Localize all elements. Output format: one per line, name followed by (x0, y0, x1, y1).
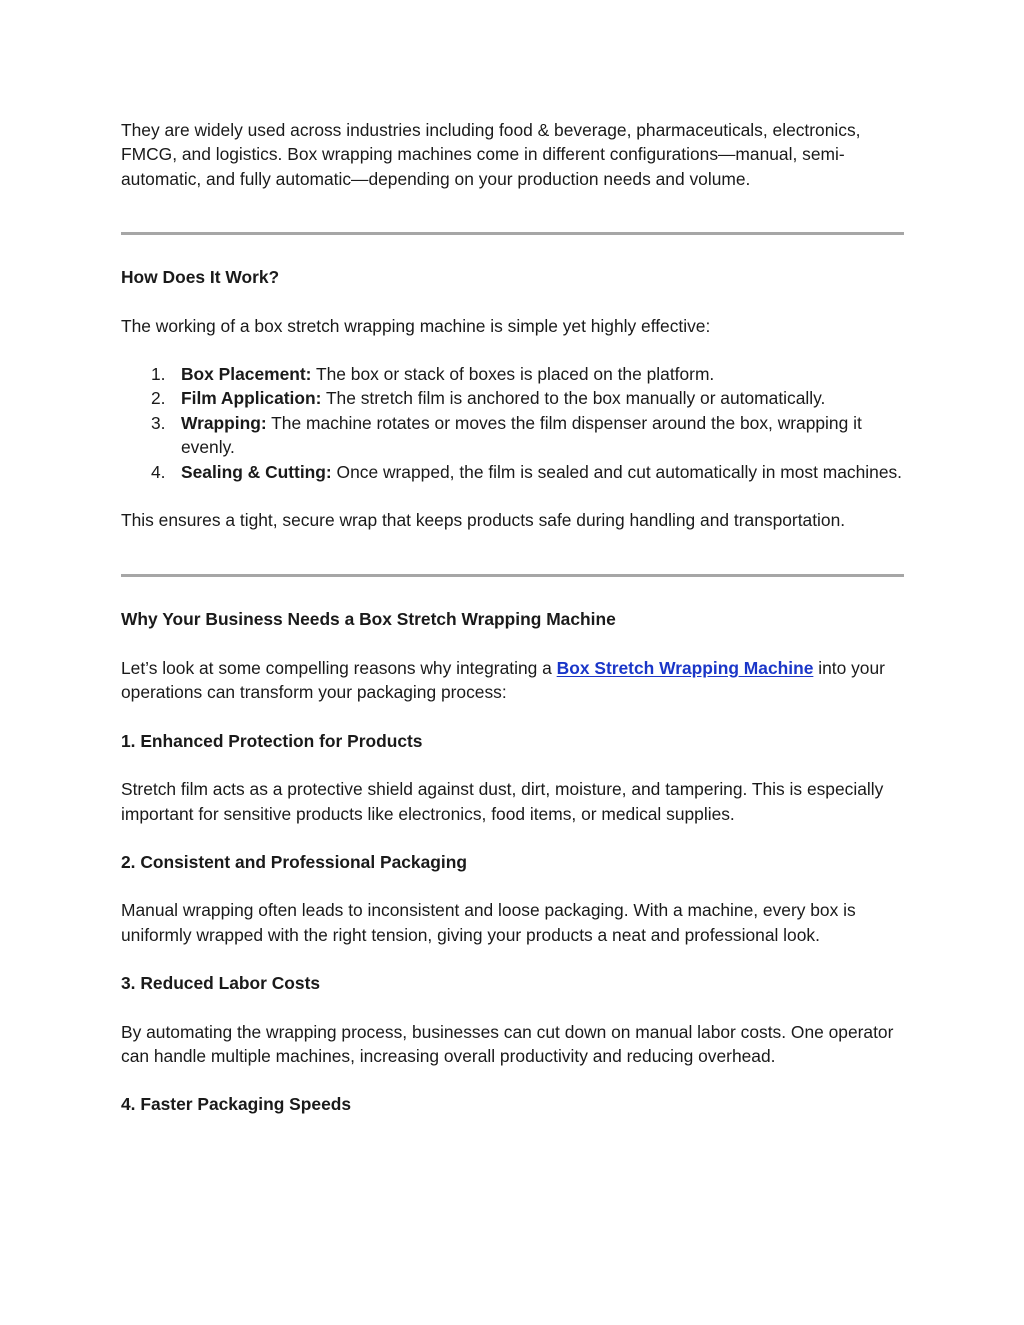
step-text: The stretch film is anchored to the box manually or automatically. (321, 388, 826, 409)
steps-list (121, 362, 904, 484)
reason-heading: 2. Consistent and Professional Packaging (121, 851, 467, 872)
document-page (121, 118, 904, 1117)
reason-text: Manual wrapping often leads to inconsistent and loose packaging. With a machine, every box is uniformly wrapped with the right tension, giving your products a neat and professional look. (121, 900, 856, 945)
step-number: 1. (151, 364, 166, 385)
how-it-works-heading: How Does It Work? (121, 267, 280, 288)
step-number: 4. (151, 461, 166, 482)
how-it-works-summary: This ensures a tight, secure wrap that keeps products safe during handling and transportation. (121, 510, 846, 531)
step-number: 3. (151, 412, 166, 433)
how-it-works-lead: The working of a box stretch wrapping machine is simple yet highly effective: (121, 315, 711, 336)
reason-text: By automating the wrapping process, businesses can cut down on manual labor costs. One operator can handle multiple machines, increasing overall productivity and reducing overhead. (121, 1021, 894, 1066)
lead-text-before: Let’s look at some compelling reasons why integrating a (121, 657, 557, 678)
section-divider (121, 574, 904, 577)
step-title: Box Placement: (181, 364, 312, 385)
step-text: The box or stack of boxes is placed on the platform. (311, 364, 715, 385)
step-text: The machine rotates or moves the film dispenser around the box, wrapping it evenly. (181, 412, 862, 458)
step-number: 2. (151, 388, 166, 409)
lead-text-after: into your operations can transform your packaging process: (121, 657, 885, 703)
why-needs-heading: Why Your Business Needs a Box Stretch Wrapping Machine (121, 609, 616, 630)
reason-heading: 4. Faster Packaging Speeds (121, 1094, 352, 1115)
why-needs-lead (121, 656, 904, 705)
reason-heading: 3. Reduced Labor Costs (121, 973, 321, 994)
step-title: Sealing & Cutting: (181, 461, 332, 482)
box-stretch-wrapping-machine-link[interactable]: Box Stretch Wrapping Machine (556, 657, 814, 678)
reason-heading: 1. Enhanced Protection for Products (121, 730, 423, 751)
step-item (121, 386, 904, 410)
intro-paragraph: They are widely used across industries including food & beverage, pharmaceuticals, electronics, FMCG, and logistics. Box wrapping machines come in different configurations—manual, semi-automatic, and fully automatic—depending on your production needs and volume. (121, 120, 861, 189)
step-item (121, 362, 904, 386)
step-item (121, 460, 904, 484)
step-title: Wrapping: (181, 412, 267, 433)
reason-text: Stretch film acts as a protective shield against dust, dirt, moisture, and tampering. This is especially important for sensitive products like electronics, food items, or medical supplies. (121, 779, 884, 824)
step-item (121, 411, 904, 460)
step-text: Once wrapped, the film is sealed and cut automatically in most machines. (331, 461, 903, 482)
step-title: Film Application: (181, 388, 322, 409)
section-divider (121, 232, 904, 235)
